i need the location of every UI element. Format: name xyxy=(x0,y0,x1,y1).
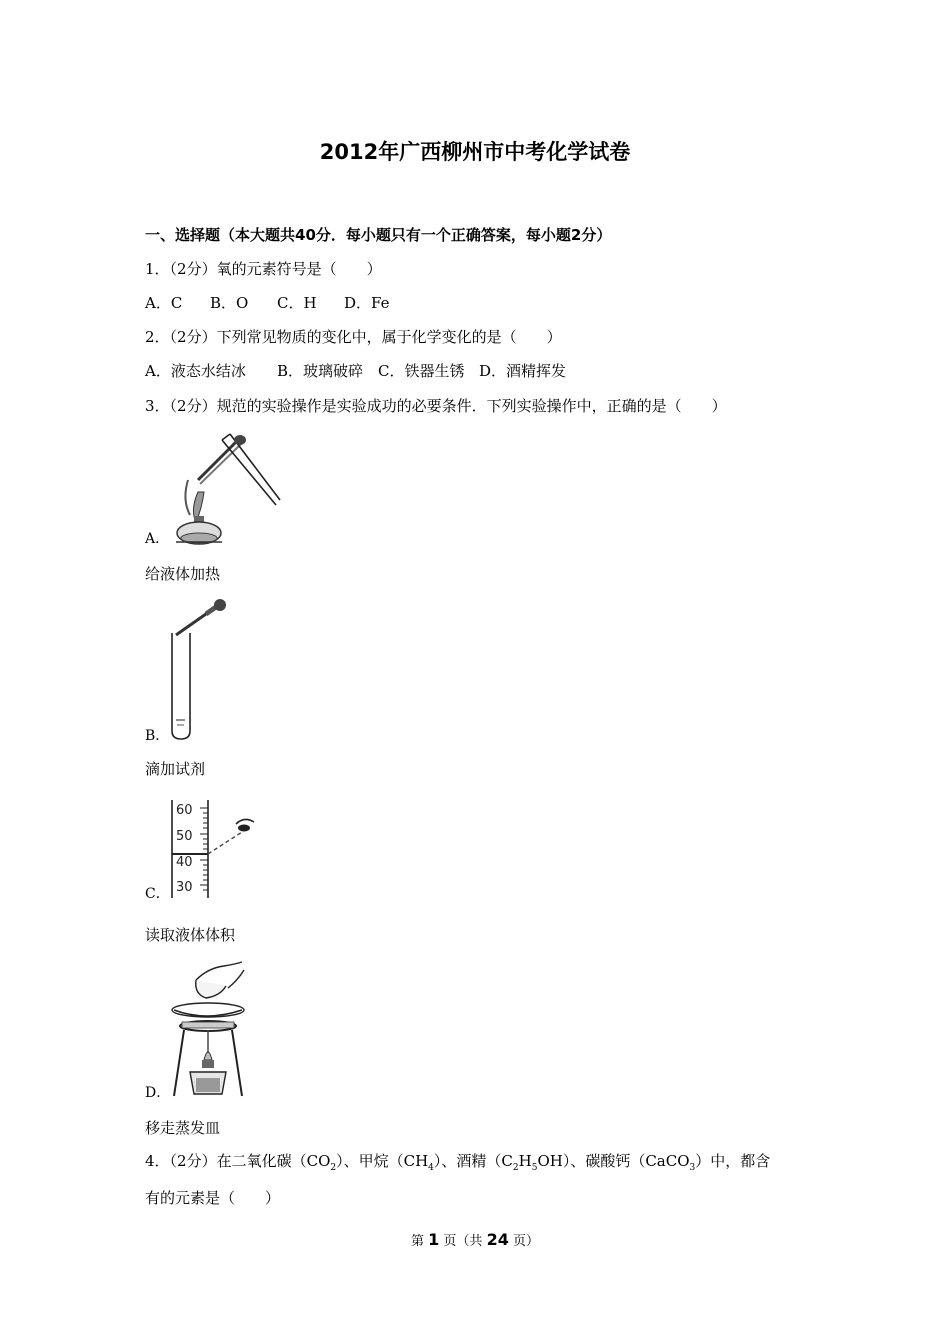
footer-total-pages: 24 xyxy=(486,1230,509,1249)
q2-option-c: C．铁器生锈 xyxy=(378,362,465,380)
question-2-stem: 2．（2分）下列常见物质的变化中，属于化学变化的是（ ） xyxy=(145,328,562,346)
q3-option-b-letter: B． xyxy=(145,728,170,744)
q3-option-c-letter: C． xyxy=(145,886,170,902)
q3-option-d-caption: 移走蒸发皿 xyxy=(145,1119,221,1137)
q2-option-b: B．玻璃破碎 xyxy=(277,362,364,380)
q2-option-d: D．酒精挥发 xyxy=(479,362,567,380)
graduated-cylinder-figure xyxy=(166,798,261,900)
question-1-stem: 1．（2分）氧的元素符号是（ ） xyxy=(145,260,382,278)
q4-sub-3: 2 xyxy=(512,1163,519,1173)
cylinder-tick-40: 40 xyxy=(176,855,193,870)
cylinder-tick-50: 50 xyxy=(176,829,193,844)
q4-sub-2: 4 xyxy=(428,1163,434,1173)
page-title: 2012年广西柳州市中考化学试卷 xyxy=(319,140,631,164)
q3-option-c-caption: 读取液体体积 xyxy=(145,926,236,944)
cylinder-tick-30: 30 xyxy=(176,880,193,895)
footer-suffix: 页） xyxy=(508,1234,539,1249)
q4-sub-4: 5 xyxy=(531,1163,538,1173)
q4-text-3: ）、酒精（C xyxy=(433,1152,513,1170)
q3-option-d-letter: D． xyxy=(145,1085,171,1101)
question-4-stem xyxy=(145,1150,770,1173)
q3-option-b-caption: 滴加试剂 xyxy=(145,760,206,778)
q4-sub-1: 2 xyxy=(330,1163,337,1173)
q4-text-4: H xyxy=(518,1152,532,1170)
q4-text-6: ）中，都含 xyxy=(695,1152,771,1170)
q3-option-a-caption: 给液体加热 xyxy=(145,565,221,583)
section-heading: 一、选择题（本大题共40分．每小题只有一个正确答案，每小题2分） xyxy=(145,226,612,244)
question-4-stem-line-2: 有的元素是（ ） xyxy=(145,1189,281,1207)
footer-page-number: 1 xyxy=(428,1230,440,1249)
cylinder-tick-60: 60 xyxy=(176,803,193,818)
q1-option-d: D．Fe xyxy=(344,294,390,312)
q4-sub-5: 3 xyxy=(689,1163,696,1173)
q4-text-2: ）、甲烷（CH xyxy=(336,1152,429,1170)
heating-liquid-figure xyxy=(168,430,283,548)
q1-option-a: A．C xyxy=(145,294,183,312)
q1-option-b: B．O xyxy=(210,294,249,312)
footer-prefix: 第 xyxy=(411,1234,429,1249)
q4-text-5: OH）、碳酸钙（CaCO xyxy=(537,1152,690,1170)
footer-middle: 页（共 xyxy=(439,1234,487,1249)
q1-option-c: C．H xyxy=(277,294,317,312)
question-3-stem: 3．（2分）规范的实验操作是实验成功的必要条件．下列实验操作中，正确的是（ ） xyxy=(145,397,727,415)
evaporating-dish-figure xyxy=(166,960,251,1100)
q2-option-a: A．液态水结冰 xyxy=(145,362,246,380)
dropping-reagent-figure xyxy=(168,597,233,742)
q4-text-1: 4．（2分）在二氧化碳（CO xyxy=(145,1152,331,1170)
page-footer xyxy=(0,1230,950,1249)
q3-option-a-letter: A． xyxy=(145,531,170,547)
